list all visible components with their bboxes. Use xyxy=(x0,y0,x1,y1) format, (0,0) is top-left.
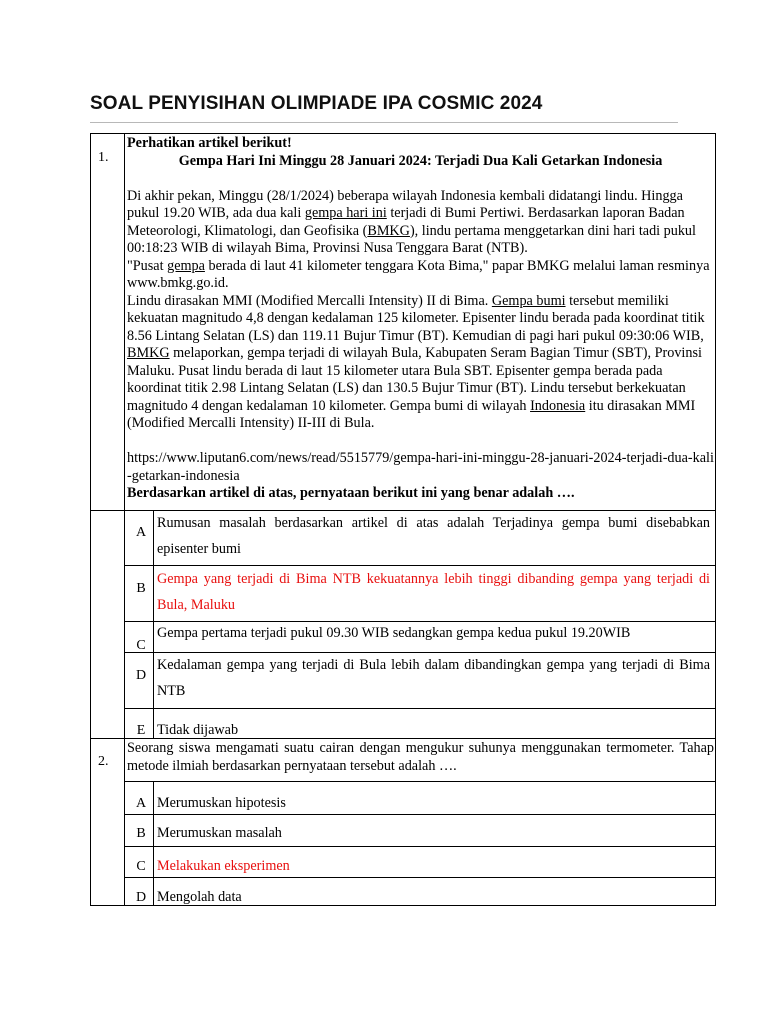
article-link[interactable]: BMKG xyxy=(127,345,170,361)
question-prompt: Berdasarkan artikel di atas, pernyataan berikut ini yang benar adalah …. xyxy=(127,485,575,501)
option-letter: A xyxy=(135,525,147,540)
question-2-prompt: Seorang siswa mengamati suatu cairan dengan mengukur suhunya menggunakan termometer. Tahap metode ilmiah berdasarkan pernyataan tersebut adalah …. xyxy=(127,740,714,774)
article-paragraph: "Pusat gempa berada di laut 41 kilometer tenggara Kota Bima," papar BMKG melalui laman resminya www.bmkg.go.id. xyxy=(127,257,710,291)
row-divider xyxy=(124,708,715,709)
title-divider xyxy=(90,122,678,123)
option-text-correct: Melakukan eksperimen xyxy=(157,858,290,874)
option-letter: B xyxy=(136,581,146,596)
row-divider xyxy=(124,814,715,815)
option-letter: A xyxy=(135,796,147,811)
article-link[interactable]: Indonesia xyxy=(530,397,586,414)
article-source: https://www.liputan6.com/news/read/5515779/gempa-hari-ini-minggu-28-januari-2024-terjadi-dua-kali-getarkan-indonesia xyxy=(127,450,714,484)
article-intro: Perhatikan artikel berikut! xyxy=(127,135,292,151)
column-divider xyxy=(153,510,154,738)
question-number: 2. xyxy=(98,754,109,769)
option-letter: C xyxy=(136,638,146,653)
option-text: Kedalaman gempa yang terjadi di Bula lebih dalam dibandingkan gempa yang terjadi di Bima NTB xyxy=(157,657,710,699)
article-link[interactable]: BMKG xyxy=(367,222,410,239)
option-text: Mengolah data xyxy=(157,889,242,905)
question-number: 1. xyxy=(98,150,109,165)
option-text: Merumuskan masalah xyxy=(157,825,282,841)
option-letter: E xyxy=(136,723,146,738)
option-letter: B xyxy=(136,826,146,841)
article-link[interactable]: gempa hari ini xyxy=(304,205,387,221)
article-paragraph: Lindu dirasakan MMI (Modified Mercalli Intensity) II di Bima. Gempa bumi tersebut memiliki kekuatan magnitudo 4,8 dengan kedalaman 125 kilometer. Episenter lindu berada pada koordinat titik 8.56 Lintang Selatan (LS) dan 119.11 Bujur Timur (BT). Kemudian di pagi hari pukul 09:30:06 WIB, BMKG melaporkan, gempa terjadi di wilayah Bula, Kabupaten Seram Bagian Timur (SBT), Provinsi Maluku. Pusat lindu berada di laut 15 kilometer utara Bula SBT. Episenter gempa berada pada koordinat titik 2.98 Lintang Selatan (LS) dan 130.5 Bujur Timur (BT). Lindu tersebut berkekuatan magnitudo 4 dengan kedalaman 10 kilometer. Gempa bumi di wilayah Indonesia itu dirasakan MMI (Modified Mercalli Intensity) II-III di Bula. xyxy=(127,292,705,431)
article-link[interactable]: Gempa bumi xyxy=(491,292,566,309)
article-headline: Gempa Hari Ini Minggu 28 Januari 2024: Terjadi Dua Kali Getarkan Indonesia xyxy=(178,152,663,169)
option-text: Merumuskan hipotesis xyxy=(157,795,286,811)
question-table xyxy=(90,133,716,906)
option-text: Rumusan masalah berdasarkan artikel di atas adalah Terjadinya gempa bumi disebabkan episenter bumi xyxy=(157,515,710,557)
question-1-body xyxy=(127,135,714,503)
page-title: SOAL PENYISIHAN OLIMPIADE IPA COSMIC 2024 xyxy=(90,93,543,114)
row-divider xyxy=(124,781,715,782)
row-divider xyxy=(124,621,715,622)
article-link[interactable]: gempa xyxy=(167,257,205,274)
row-divider xyxy=(124,877,715,878)
option-letter: D xyxy=(135,890,147,905)
article-paragraph: Di akhir pekan, Minggu (28/1/2024) beberapa wilayah Indonesia kembali didatangi lindu. Hingga pukul 19.20 WIB, ada dua kali gempa hari ini terjadi di Bumi Pertiwi. Berdasarkan laporan Badan Meteorologi, Klimatologi, dan Geofisika (BMKG), lindu pertama menggetarkan dini hari tadi pukul 00:18:23 WIB di wilayah Bima, Provinsi Nusa Tenggara Barat (NTB). xyxy=(127,187,696,256)
option-letter: C xyxy=(136,859,146,874)
column-divider xyxy=(124,134,125,905)
option-text: Gempa pertama terjadi pukul 09.30 WIB sedangkan gempa kedua pukul 19.20WIB xyxy=(157,625,631,641)
option-text: Tidak dijawab xyxy=(157,722,239,738)
option-text-correct: Gempa yang terjadi di Bima NTB kekuatannya lebih tinggi dibanding gempa yang terjadi di Bula, Maluku xyxy=(157,571,710,613)
option-letter: D xyxy=(135,668,147,683)
row-divider xyxy=(124,846,715,847)
